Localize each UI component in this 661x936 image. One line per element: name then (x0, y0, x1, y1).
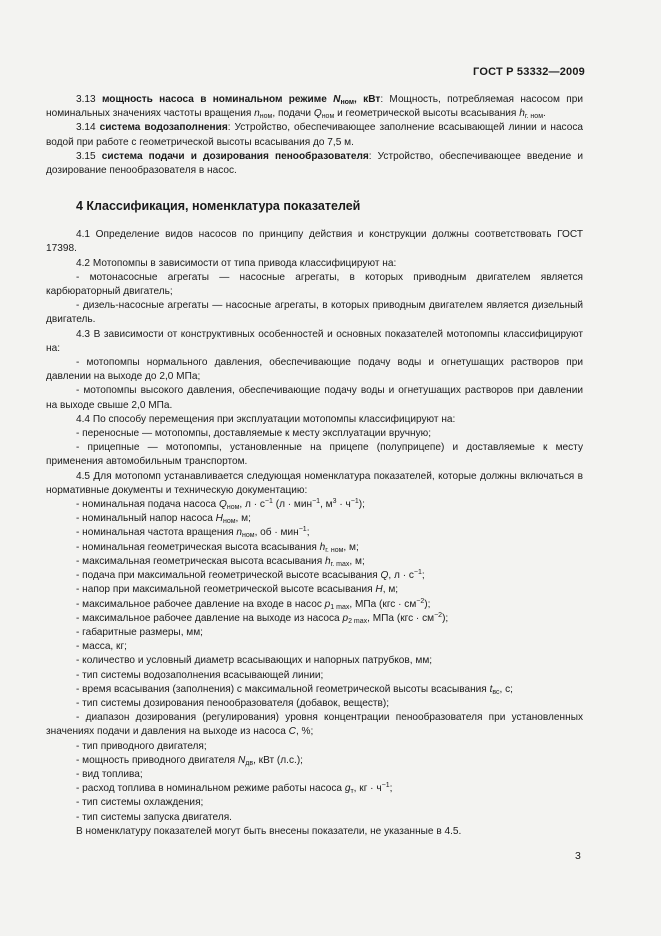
body-paragraph: В номенклатуру показателей могут быть внесены показатели, не указанные в 4.5. (76, 825, 462, 837)
body-paragraph: - тип системы дозирования пенообразователя (добавок, веществ); (76, 697, 390, 709)
body-paragraph: - время всасывания (заполнения) с максимальной геометрической высоты всасывания $t_{вс}$, с; (76, 683, 513, 696)
body-paragraph: 4.4 По способу перемещения при эксплуатации мотопомпы классифицируют на: (76, 413, 456, 425)
body-paragraph: - вид топлива; (76, 768, 143, 780)
document-body (46, 93, 583, 839)
definition-3-14: 3.14 система водозаполнения: Устройство, обеспечивающее заполнение всасывающей линии и насоса водой при работе с геометрической высоты всасывания до 7,5 м. (46, 122, 583, 148)
body-paragraph: - мотопомпы высокого давления, обеспечивающие подачу воды и огнетушащих растворов при давлении на выходе свыше 2,0 МПа. (46, 385, 583, 411)
document-header: ГОСТ Р 53332—2009 (473, 66, 585, 78)
body-paragraph: - номинальная частота вращения $n_{ном}$, об · мин$^{-1}$; (76, 526, 310, 540)
body-paragraph: - подача при максимальной геометрической высоте всасывания Q, $л \cdot с^{-1}$; (76, 569, 425, 582)
body-paragraph: - количество и условный диаметр всасывающих и напорных патрубков, мм; (76, 655, 433, 667)
body-paragraph: - мотонасосные агрегаты — насосные агрегаты, в которых приводным двигателем является карбюраторный двигатель; (46, 271, 583, 298)
body-paragraph: - расход топлива в номинальном режиме работы насоса $g_т$, кг · $ч^{-1}$; (76, 782, 393, 796)
body-paragraph: - номинальная подача насоса $Q_{ном}$, $л \cdot с^{-1}$ (л · мин$^{-1}$, $м^3 \cdot ч^{-1}$); (76, 498, 365, 512)
body-paragraph: - масса, кг; (76, 641, 127, 653)
body-paragraph: - тип системы запуска двигателя. (76, 811, 232, 823)
body-paragraph: - мотопомпы нормального давления, обеспечивающие подачу воды и огнетушащих растворов при давлении на выходе до 2,0 МПа; (46, 357, 583, 383)
body-paragraph: - номинальный напор насоса $H_{ном}$, м; (76, 513, 251, 526)
body-paragraph: - номинальная геометрическая высота всасывания $h_{г. ном}$, м; (76, 541, 359, 554)
body-paragraph: 4.5 Для мотопомп устанавливается следующая номенклатура показателей, которые должны включаться в нормативные документы и техническую документацию: (46, 470, 583, 496)
body-paragraph: - габаритные размеры, мм; (76, 626, 203, 638)
body-paragraph: - мощность приводного двигателя $N_{дв}$, кВт (л.с.); (76, 754, 303, 767)
body-paragraph: - максимальное рабочее давление на входе в насос $p_{1 max}$, МПа $(кгс \cdot см^{-2})$; (76, 597, 431, 611)
body-paragraph: - напор при максимальной геометрической высоте всасывания H, м; (76, 584, 399, 596)
body-paragraph: - переносные — мотопомпы, доставляемые к месту эксплуатации вручную; (76, 428, 432, 440)
body-paragraph: 4.3 В зависимости от конструктивных особенностей и основных показателей мотопомпы классифицируют на: (46, 328, 583, 354)
body-paragraph: - прицепные — мотопомпы, установленные на прицепе (полуприцепе) и доставляемые к месту применения автомобильным транспортом. (46, 442, 583, 468)
definition-3-13: 3.13 мощность насоса в номинальном режиме $N_{ном}$, кВт: Мощность, потребляемая насосом при номинальных значениях частоты вращения $n_{ном}$, подачи $Q_{ном}$ и геометрической высоты всасывания $h_{г. ном}$. (46, 94, 584, 121)
body-paragraph: - максимальная геометрическая высота всасывания $h_{г. max}$, м; (76, 555, 365, 568)
section-title: 4 Классификация, номенклатура показателей (76, 199, 361, 214)
body-paragraph: 4.2 Мотопомпы в зависимости от типа привода классифицируют на: (76, 257, 397, 269)
body-paragraph: - тип системы водозаполнения всасывающей линии; (76, 669, 324, 681)
body-paragraph: - тип приводного двигателя; (76, 740, 207, 752)
page-number: 3 (575, 850, 581, 862)
definition-3-15: 3.15 система подачи и дозирования пенообразователя: Устройство, обеспечивающее введение и дозирование пенообразователя в насос. (46, 150, 583, 177)
body-paragraph: - максимальное рабочее давление на выходе из насоса $p_{2 max}$, МПа $(кгс \cdot см^{-2})$; (76, 611, 449, 625)
body-paragraph: 4.1 Определение видов насосов по принципу действия и конструкции должны соответствовать ГОСТ 17398. (46, 229, 583, 255)
body-paragraph: - дизель-насосные агрегаты — насосные агрегаты, в которых приводным двигателем является дизельный двигатель. (46, 300, 583, 326)
body-paragraph: - диапазон дозирования (регулирования) уровня концентрации пенообразователя при установленных значениях подачи и давления на выходе из насоса C, %; (46, 712, 583, 738)
body-paragraph: - тип системы охлаждения; (76, 797, 204, 809)
section-body (46, 228, 583, 839)
